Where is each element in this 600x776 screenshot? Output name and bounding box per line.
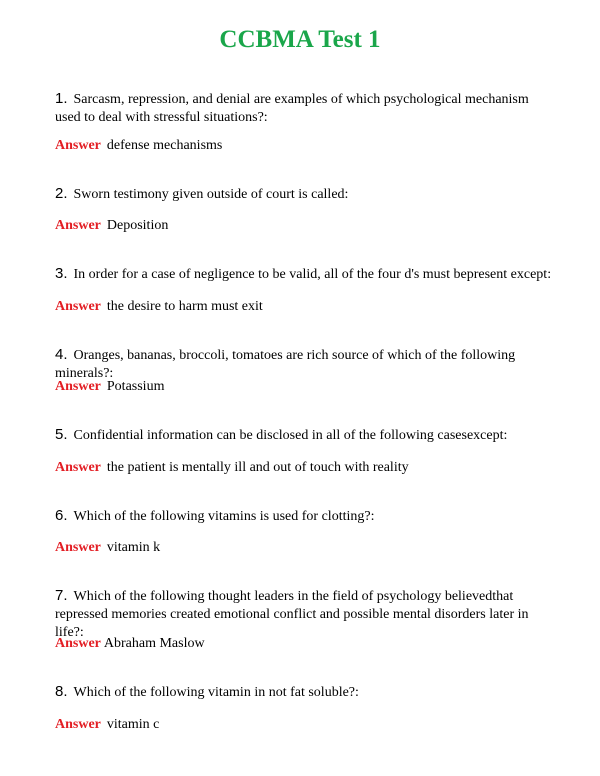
question-number: 6.: [55, 507, 68, 524]
question-number: 7.: [55, 587, 68, 604]
question-number: 2.: [55, 185, 68, 202]
answer-label: Answer: [55, 717, 101, 732]
answer-2: [55, 217, 555, 235]
answer-8: [55, 716, 555, 734]
answer-1: [55, 137, 555, 155]
answer-label: Answer: [55, 460, 101, 475]
question-text: Which of the following thought leaders in the field of psychology believedthat repressed memories created emotional conflict and possible mental disorders later in life?:: [55, 589, 529, 640]
answer-text: vitamin k: [106, 540, 161, 555]
answer-text: the patient is mentally ill and out of touch with reality: [106, 460, 409, 475]
question-number: 3.: [55, 265, 68, 282]
question-2: [55, 185, 555, 204]
answer-label: Answer: [55, 379, 101, 394]
question-8: [55, 683, 555, 702]
answer-5: [55, 459, 555, 477]
answer-text: Deposition: [106, 218, 169, 233]
question-3: [55, 265, 555, 284]
question-text: Sarcasm, repression, and denial are examples of which psychological mechanism used to deal with stressful situations?:: [55, 92, 529, 125]
answer-label: Answer: [55, 299, 101, 314]
question-1: [55, 90, 555, 127]
question-number: 8.: [55, 683, 68, 700]
question-6: [55, 507, 555, 526]
question-7: [55, 587, 555, 642]
answer-label: Answer: [55, 540, 101, 555]
page-title: CCBMA Test 1: [219, 26, 381, 53]
question-text: Sworn testimony given outside of court is called:: [73, 187, 349, 202]
answer-text: Potassium: [106, 379, 165, 394]
answer-text: vitamin c: [106, 717, 160, 732]
question-text: In order for a case of negligence to be valid, all of the four d's must bepresent except:: [73, 267, 552, 282]
answer-label: Answer: [55, 138, 101, 153]
answer-6: [55, 539, 555, 557]
answer-label: Answer: [55, 636, 101, 651]
answer-4: [55, 378, 555, 396]
answer-text: Abraham Maslow: [103, 636, 205, 651]
answer-text: defense mechanisms: [106, 138, 223, 153]
question-number: 5.: [55, 426, 68, 443]
answer-7: [55, 635, 555, 653]
question-number: 4.: [55, 346, 68, 363]
question-text: Which of the following vitamin in not fat soluble?:: [73, 685, 359, 700]
answer-3: [55, 298, 555, 316]
question-number: 1.: [55, 90, 68, 107]
answer-text: the desire to harm must exit: [106, 299, 263, 314]
question-text: Oranges, bananas, broccoli, tomatoes are rich source of which of the following minerals?:: [55, 348, 516, 381]
question-text: Confidential information can be disclosed in all of the following casesexcept:: [73, 428, 508, 443]
question-5: [55, 426, 555, 445]
answer-label: Answer: [55, 218, 101, 233]
question-text: Which of the following vitamins is used for clotting?:: [73, 509, 375, 524]
